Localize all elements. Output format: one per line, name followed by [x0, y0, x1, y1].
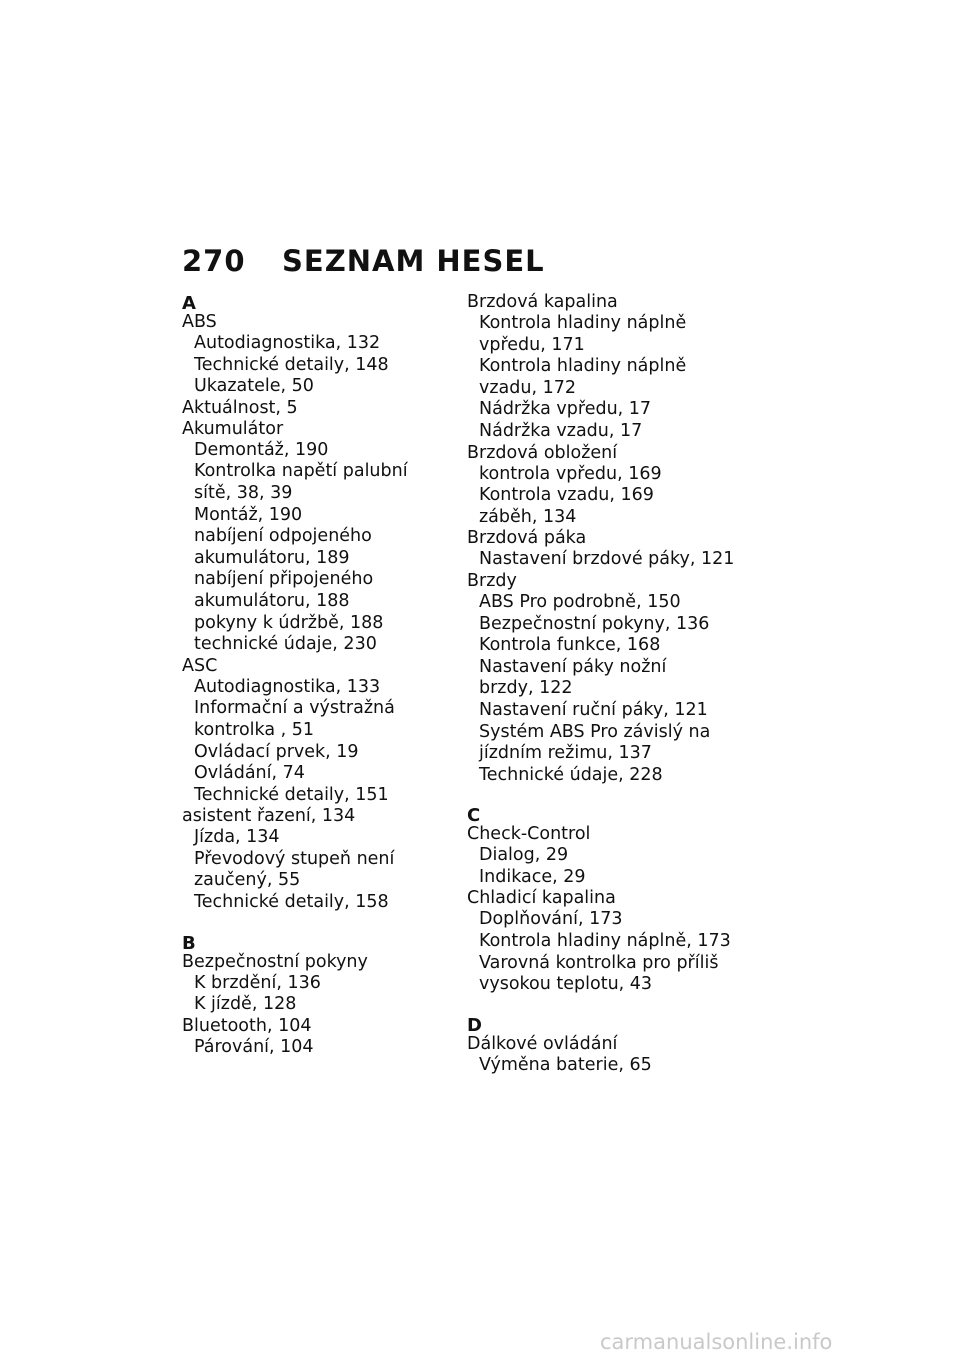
- index-letter: D: [467, 1014, 482, 1036]
- index-subentry-continuation: akumulátoru, 188: [194, 590, 350, 611]
- index-subentry-text: Jízda, 134: [194, 827, 280, 848]
- index-subentry: [467, 722, 737, 765]
- index-term: ASC: [182, 655, 218, 676]
- index-subentry-text: Ovládání, 74: [194, 763, 305, 784]
- index-subentry: [182, 1037, 472, 1059]
- index-subentry: [182, 763, 472, 785]
- index-subentry-text: nabíjení odpojeného: [194, 526, 372, 547]
- index-subentry-continuation: jízdním režimu, 137: [479, 743, 652, 764]
- index-subentry-text: Bezpečnostní pokyny, 136: [479, 613, 710, 634]
- index-subentry: [467, 549, 737, 571]
- index-subentry-text: Ovládací prvek, 19: [194, 741, 359, 762]
- index-subentry: [467, 931, 737, 953]
- index-subentry-text: Indikace, 29: [479, 866, 586, 887]
- index-subentry-continuation: vzadu, 172: [479, 377, 576, 398]
- index-subentry: [182, 849, 472, 892]
- index-subentry-text: Párování, 104: [194, 1036, 314, 1057]
- index-term: Check-Control: [467, 824, 591, 845]
- index-term: Chladicí kapalina: [467, 888, 616, 909]
- index-term: ABS: [182, 312, 217, 332]
- index-subentry: [182, 742, 472, 764]
- index-subentry-continuation: vpředu, 171: [479, 334, 585, 355]
- index-subentry-text: Technické detaily, 151: [194, 784, 389, 805]
- index-subentry: [182, 376, 472, 398]
- index-subentry: [467, 700, 737, 722]
- index-term: Brzdy: [467, 570, 517, 591]
- index-subentry-text: nabíjení připojeného: [194, 569, 374, 590]
- index-subentry-text: Systém ABS Pro závislý na: [479, 721, 711, 742]
- watermark: carmanualsonline.info: [600, 1330, 833, 1354]
- index-subentry: [467, 313, 737, 356]
- index-subentry-text: K brzdění, 136: [194, 972, 321, 993]
- index-subentry-text: Technické detaily, 148: [194, 354, 389, 375]
- index-letter: C: [467, 805, 481, 827]
- index-subentry: [467, 635, 737, 657]
- index-subentry: [467, 485, 737, 507]
- index-subentry: [467, 867, 737, 889]
- page-title: SEZNAM HESEL: [282, 244, 545, 278]
- index-subentry-text: Nádržka vzadu, 17: [479, 420, 643, 441]
- index-subentry: [467, 399, 737, 421]
- index-subentry-text: Varovná kontrolka pro příliš: [479, 952, 719, 973]
- index-subentry-text: Dialog, 29: [479, 845, 569, 866]
- index-subentry: [182, 333, 472, 355]
- index-subentry-text: kontrola vpředu, 169: [479, 463, 662, 484]
- index-subentry: [467, 909, 737, 931]
- index-subentry: [182, 892, 472, 914]
- index-subentry: [467, 953, 737, 996]
- index-subentry-text: Informační a výstražná: [194, 698, 395, 719]
- index-term: Bezpečnostní pokyny: [182, 951, 368, 972]
- index-subentry-continuation: sítě, 38, 39: [194, 482, 293, 503]
- index-term: Brzdová páka: [467, 528, 587, 549]
- index-subentry: [467, 421, 737, 443]
- index-subentry-text: K jízdě, 128: [194, 994, 297, 1015]
- index-subentry: [182, 698, 472, 741]
- index-subentry-text: Kontrola hladiny náplně, 173: [479, 931, 731, 952]
- index-subentry-text: Autodiagnostika, 132: [194, 333, 381, 353]
- index-letter: B: [182, 932, 196, 954]
- index-subentry-text: technické údaje, 230: [194, 634, 377, 655]
- index-term: Brzdová obložení: [467, 442, 618, 463]
- index-subentry: [182, 634, 472, 656]
- index-subentry: [467, 765, 737, 787]
- index-subentry-continuation: zaučený, 55: [194, 870, 301, 891]
- index-subentry-text: Demontáž, 190: [194, 439, 329, 460]
- index-subentry-text: Kontrolka napětí palubní: [194, 461, 408, 482]
- index-subentry-text: záběh, 134: [479, 506, 577, 527]
- index-subentry-text: Technické údaje, 228: [479, 764, 663, 785]
- index-subentry-text: Převodový stupeň není: [194, 848, 395, 869]
- page-header: [182, 244, 545, 278]
- index-subentry-text: Doplňování, 173: [479, 909, 623, 930]
- index-term: Akumulátor: [182, 418, 284, 439]
- index-subentry-text: Kontrola hladiny náplně: [479, 356, 687, 377]
- index-subentry: [467, 1055, 737, 1077]
- index-subentry: [182, 526, 472, 569]
- index-subentry-continuation: brzdy, 122: [479, 678, 573, 699]
- index-subentry: [182, 505, 472, 527]
- index-subentry: [182, 461, 472, 504]
- index-subentry-text: Nádržka vpředu, 17: [479, 399, 652, 420]
- index-subentry-text: Autodiagnostika, 133: [194, 676, 381, 697]
- page-number: 270: [182, 244, 246, 278]
- index-column-right: [467, 292, 737, 1076]
- index-subentry: [182, 569, 472, 612]
- index-subentry-text: Kontrola hladiny náplně: [479, 313, 687, 333]
- index-subentry: [182, 613, 472, 635]
- index-term: Brzdová kapalina: [467, 292, 618, 312]
- index-term: Aktuálnost, 5: [182, 397, 298, 418]
- index-subentry-text: ABS Pro podrobně, 150: [479, 591, 681, 612]
- index-subentry-text: Montáž, 190: [194, 504, 303, 525]
- index-subentry-text: Výměna baterie, 65: [479, 1054, 652, 1075]
- index-subentry: [467, 614, 737, 636]
- index-subentry-text: Kontrola funkce, 168: [479, 635, 661, 656]
- index-subentry-text: Nastavení brzdové páky, 121: [479, 549, 735, 570]
- index-subentry: [182, 440, 472, 462]
- index-subentry: [182, 994, 472, 1016]
- index-subentry: [467, 356, 737, 399]
- index-subentry: [467, 845, 737, 867]
- index-term: Dálkové ovládání: [467, 1033, 618, 1054]
- index-subentry: [467, 592, 737, 614]
- index-column-left: [182, 292, 472, 1058]
- index-subentry: [182, 355, 472, 377]
- index-subentry-text: Nastavení ruční páky, 121: [479, 699, 708, 720]
- index-subentry-continuation: vysokou teplotu, 43: [479, 974, 653, 995]
- index-subentry-text: Nastavení páky nožní: [479, 656, 667, 677]
- index-subentry-continuation: kontrolka , 51: [194, 719, 315, 740]
- index-subentry: [182, 677, 472, 699]
- index-subentry: [467, 657, 737, 700]
- index-subentry-text: Technické detaily, 158: [194, 892, 389, 913]
- index-term: asistent řazení, 134: [182, 806, 356, 827]
- index-subentry: [182, 973, 472, 995]
- index-subentry: [467, 507, 737, 529]
- index-subentry-continuation: akumulátoru, 189: [194, 547, 350, 568]
- index-subentry: [467, 464, 737, 486]
- index-subentry: [182, 827, 472, 849]
- index-subentry: [182, 785, 472, 807]
- index-letter: A: [182, 293, 196, 314]
- index-subentry-text: Ukazatele, 50: [194, 376, 314, 397]
- index-term: Bluetooth, 104: [182, 1015, 312, 1036]
- index-subentry-text: pokyny k údržbě, 188: [194, 612, 384, 633]
- index-subentry-text: Kontrola vzadu, 169: [479, 485, 654, 506]
